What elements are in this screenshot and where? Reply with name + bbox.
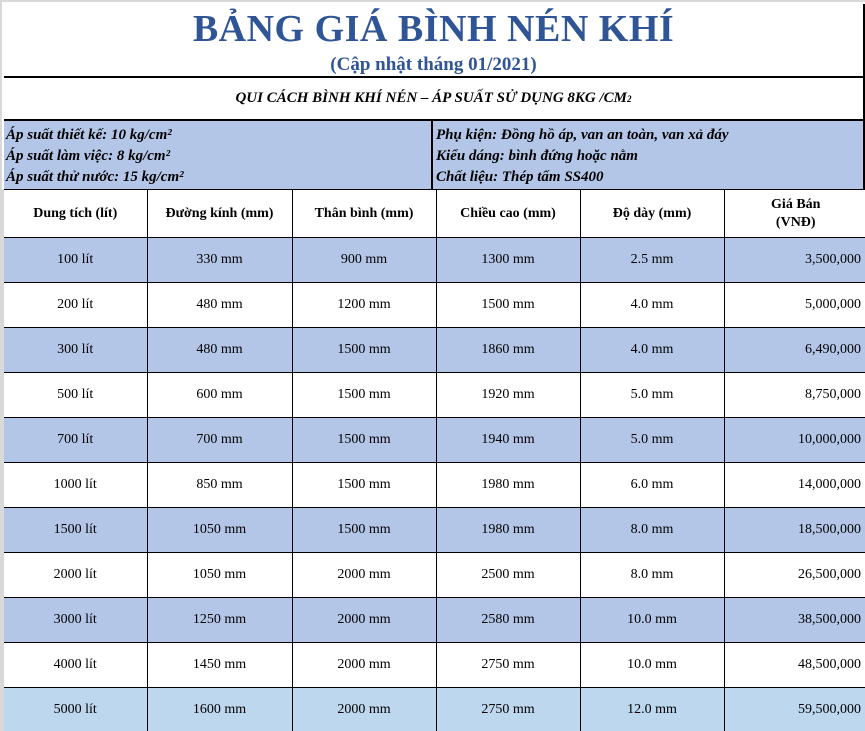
cell-thickness: 8.0 mm bbox=[580, 508, 724, 553]
table-row bbox=[3, 553, 865, 598]
col-header-price: Giá Bán (VNĐ) bbox=[724, 190, 865, 238]
pressure-info bbox=[4, 121, 433, 189]
cell-height: 1980 mm bbox=[436, 463, 580, 508]
cell-diameter: 1050 mm bbox=[147, 508, 292, 553]
cell-body-length: 900 mm bbox=[292, 238, 436, 283]
cell-thickness: 8.0 mm bbox=[580, 553, 724, 598]
cell-price: 14,000,000 bbox=[724, 463, 865, 508]
cell-diameter: 480 mm bbox=[147, 328, 292, 373]
cell-diameter: 850 mm bbox=[147, 463, 292, 508]
cell-thickness: 6.0 mm bbox=[580, 463, 724, 508]
cell-height: 1500 mm bbox=[436, 283, 580, 328]
tank-style: Kiểu dáng: bình đứng hoặc nằm bbox=[436, 148, 638, 164]
cell-capacity: 4000 lít bbox=[3, 643, 147, 688]
cell-price: 18,500,000 bbox=[724, 508, 865, 553]
cell-price: 6,490,000 bbox=[724, 328, 865, 373]
cell-capacity: 5000 lít bbox=[3, 688, 147, 731]
cell-diameter: 1450 mm bbox=[147, 643, 292, 688]
cell-price: 10,000,000 bbox=[724, 418, 865, 463]
cell-thickness: 5.0 mm bbox=[580, 373, 724, 418]
cell-capacity: 500 lít bbox=[3, 373, 147, 418]
cell-thickness: 4.0 mm bbox=[580, 283, 724, 328]
cell-height: 1920 mm bbox=[436, 373, 580, 418]
cell-thickness: 10.0 mm bbox=[580, 598, 724, 643]
cell-capacity: 2000 lít bbox=[3, 553, 147, 598]
cell-height: 1940 mm bbox=[436, 418, 580, 463]
design-pressure: Áp suất thiết kế: 10 kg/cm² bbox=[6, 127, 172, 143]
col-header-body-length: Thân bình (mm) bbox=[292, 190, 436, 238]
cell-price: 48,500,000 bbox=[724, 643, 865, 688]
col-header-capacity: Dung tích (lít) bbox=[3, 190, 147, 238]
cell-body-length: 1200 mm bbox=[292, 283, 436, 328]
cell-capacity: 1500 lít bbox=[3, 508, 147, 553]
cell-diameter: 1600 mm bbox=[147, 688, 292, 731]
table-row bbox=[3, 508, 865, 553]
cell-diameter: 700 mm bbox=[147, 418, 292, 463]
cell-height: 1980 mm bbox=[436, 508, 580, 553]
table-header-row bbox=[3, 190, 865, 238]
cell-price: 5,000,000 bbox=[724, 283, 865, 328]
spec-info-block bbox=[4, 119, 865, 189]
cell-price: 3,500,000 bbox=[724, 238, 865, 283]
cell-height: 2750 mm bbox=[436, 643, 580, 688]
cell-height: 2580 mm bbox=[436, 598, 580, 643]
cell-body-length: 2000 mm bbox=[292, 598, 436, 643]
cell-body-length: 1500 mm bbox=[292, 373, 436, 418]
cell-price: 8,750,000 bbox=[724, 373, 865, 418]
cell-capacity: 3000 lít bbox=[3, 598, 147, 643]
cell-diameter: 480 mm bbox=[147, 283, 292, 328]
cell-body-length: 1500 mm bbox=[292, 463, 436, 508]
cell-body-length: 2000 mm bbox=[292, 688, 436, 731]
table-row bbox=[3, 463, 865, 508]
cell-thickness: 10.0 mm bbox=[580, 643, 724, 688]
cell-capacity: 1000 lít bbox=[3, 463, 147, 508]
accessories: Phụ kiện: Đồng hồ áp, van an toàn, van xả đáy bbox=[436, 127, 729, 143]
col-header-height: Chiều cao (mm) bbox=[436, 190, 580, 238]
cell-capacity: 200 lít bbox=[3, 283, 147, 328]
cell-height: 2750 mm bbox=[436, 688, 580, 731]
cell-capacity: 700 lít bbox=[3, 418, 147, 463]
test-pressure: Áp suất thử nước: 15 kg/cm² bbox=[6, 169, 184, 185]
accessory-info bbox=[433, 121, 863, 189]
table-row bbox=[3, 418, 865, 463]
page-title: BẢNG GIÁ BÌNH NÉN KHÍ bbox=[192, 8, 675, 50]
cell-body-length: 2000 mm bbox=[292, 553, 436, 598]
cell-height: 1860 mm bbox=[436, 328, 580, 373]
cell-body-length: 1500 mm bbox=[292, 508, 436, 553]
spec-heading bbox=[4, 76, 865, 119]
table-row bbox=[3, 598, 865, 643]
cell-thickness: 4.0 mm bbox=[580, 328, 724, 373]
cell-diameter: 1050 mm bbox=[147, 553, 292, 598]
cell-height: 2500 mm bbox=[436, 553, 580, 598]
cell-body-length: 1500 mm bbox=[292, 328, 436, 373]
cell-capacity: 300 lít bbox=[3, 328, 147, 373]
title-block bbox=[4, 4, 865, 76]
table-row bbox=[3, 283, 865, 328]
cell-height: 1300 mm bbox=[436, 238, 580, 283]
cell-capacity: 100 lít bbox=[3, 238, 147, 283]
spec-heading-superscript: 2 bbox=[627, 93, 632, 104]
table-row bbox=[3, 328, 865, 373]
cell-body-length: 1500 mm bbox=[292, 418, 436, 463]
cell-price: 38,500,000 bbox=[724, 598, 865, 643]
table-row bbox=[3, 688, 865, 731]
col-header-thickness: Độ dày (mm) bbox=[580, 190, 724, 238]
cell-thickness: 5.0 mm bbox=[580, 418, 724, 463]
cell-diameter: 330 mm bbox=[147, 238, 292, 283]
cell-diameter: 1250 mm bbox=[147, 598, 292, 643]
material: Chất liệu: Thép tấm SS400 bbox=[436, 169, 604, 185]
working-pressure: Áp suất làm việc: 8 kg/cm² bbox=[6, 148, 171, 164]
cell-thickness: 2.5 mm bbox=[580, 238, 724, 283]
update-date: (Cập nhật tháng 01/2021) bbox=[330, 54, 537, 75]
cell-price: 26,500,000 bbox=[724, 553, 865, 598]
cell-diameter: 600 mm bbox=[147, 373, 292, 418]
table-row bbox=[3, 643, 865, 688]
table-row bbox=[3, 373, 865, 418]
cell-body-length: 2000 mm bbox=[292, 643, 436, 688]
cell-thickness: 12.0 mm bbox=[580, 688, 724, 731]
spec-heading-text: QUI CÁCH BÌNH KHÍ NÉN – ÁP SUẤT SỬ DỤNG 8KG /CM bbox=[235, 90, 628, 106]
price-table bbox=[2, 189, 865, 731]
cell-price: 59,500,000 bbox=[724, 688, 865, 731]
col-header-diameter: Đường kính (mm) bbox=[147, 190, 292, 238]
table-row bbox=[3, 238, 865, 283]
